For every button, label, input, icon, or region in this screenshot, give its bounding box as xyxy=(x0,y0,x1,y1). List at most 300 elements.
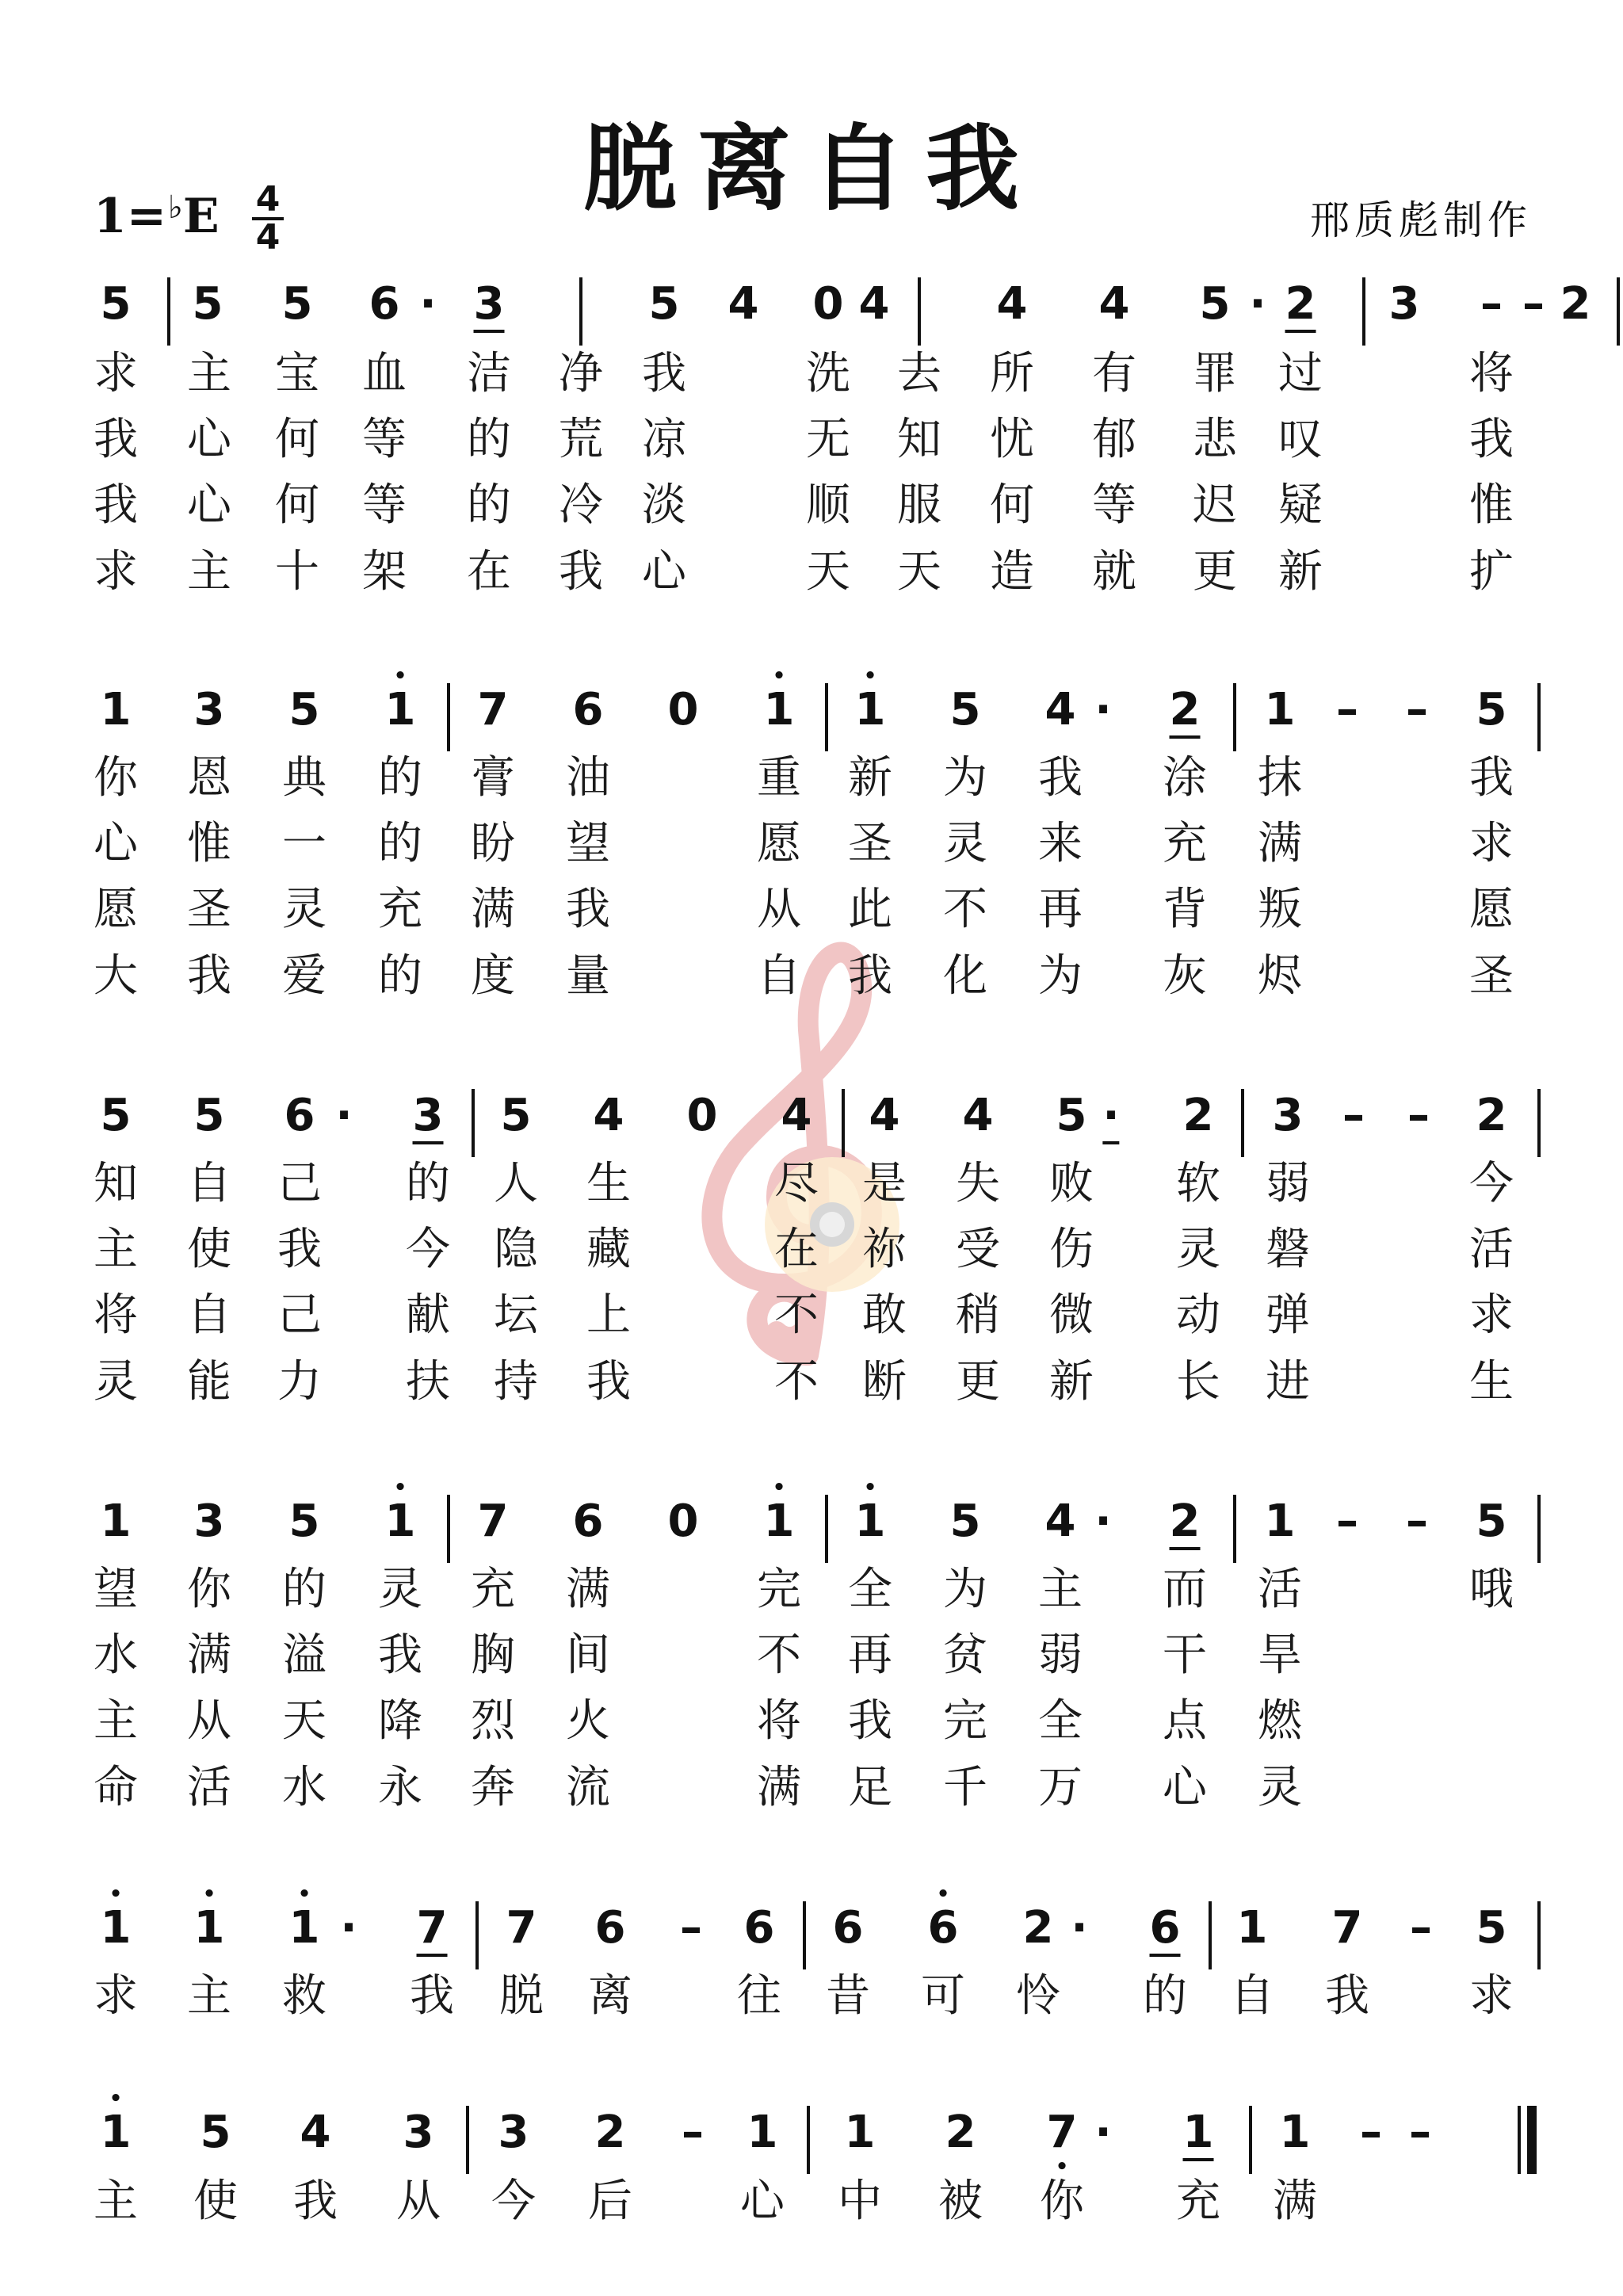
note: • 1 xyxy=(855,1498,886,1545)
lyric-char: 我 xyxy=(94,414,138,465)
note: 5 xyxy=(1056,1090,1087,1141)
extension-dash: – xyxy=(682,2107,704,2158)
lyric-char: 祢 xyxy=(862,1224,907,1275)
lyric-char: 我 xyxy=(187,950,231,1002)
lyric-char: 知 xyxy=(94,1158,138,1209)
note: 2 xyxy=(1182,1090,1214,1141)
lyric-char: 自 xyxy=(757,950,801,1002)
lyric-char: 求 xyxy=(94,1970,138,2022)
lyric-char: 为 xyxy=(1038,950,1083,1002)
lyric-char: 从 xyxy=(757,884,801,935)
lyric-char: 上 xyxy=(586,1289,631,1341)
lyric-char: 心 xyxy=(94,818,138,869)
note: 3 xyxy=(193,684,225,735)
time-signature xyxy=(252,179,284,258)
lyric-char: 己 xyxy=(277,1289,322,1341)
lyric-char: 灵 xyxy=(943,818,987,869)
lyric-char: 往 xyxy=(737,1970,781,2022)
lyric-char: 在 xyxy=(467,546,511,598)
note: 7 xyxy=(417,1904,448,1957)
lyric-char: 心 xyxy=(642,546,686,598)
note: 4 xyxy=(1044,1496,1076,1547)
lyric-char: 充 xyxy=(1163,818,1207,869)
lyric-char: 自 xyxy=(1230,1970,1274,2022)
note: • 1 xyxy=(385,1498,416,1545)
lyric-char: 灵 xyxy=(1176,1224,1220,1275)
lyric-char: 永 xyxy=(378,1762,422,1813)
lyric-char: 满 xyxy=(1273,2176,1317,2227)
rest: 0 xyxy=(812,278,844,330)
lyric-char: 主 xyxy=(94,1695,138,1747)
note: 6 xyxy=(284,1090,315,1141)
lyric-char: 血 xyxy=(362,348,407,399)
lyric-char: 愿 xyxy=(757,818,801,869)
lyric-char: 膏 xyxy=(471,752,515,804)
barline xyxy=(825,1495,828,1563)
lyric-char: 新 xyxy=(848,752,892,804)
lyric-char: 灰 xyxy=(1163,950,1207,1002)
lyric-char: 不 xyxy=(774,1289,819,1341)
lyric-char: 圣 xyxy=(187,884,231,935)
barline xyxy=(1537,683,1541,751)
lyric-char: 心 xyxy=(187,414,231,465)
lyric-char: 可 xyxy=(921,1970,965,2022)
flat-sign: ♭ xyxy=(168,189,183,226)
lyric-char: 心 xyxy=(187,479,231,531)
note: • 1 xyxy=(385,686,416,734)
lyric-char: 失 xyxy=(956,1158,1000,1209)
credit-label: 邢质彪制作 xyxy=(1310,197,1532,243)
augmentation-dot: · xyxy=(340,1902,357,1954)
lyric-char: 等 xyxy=(362,414,407,465)
lyric-char: 我 xyxy=(848,950,892,1002)
note: 3 xyxy=(193,1496,225,1547)
note: 5 xyxy=(949,1496,981,1547)
lyric-char: 从 xyxy=(187,1695,231,1747)
lyric-char: 再 xyxy=(848,1629,892,1681)
lyric-char: 我 xyxy=(410,1970,454,2022)
lyric-char: 尽 xyxy=(774,1158,819,1209)
barline xyxy=(842,1089,845,1157)
lyric-char: 使 xyxy=(193,2176,238,2227)
barline xyxy=(1537,1495,1541,1563)
final-barline-thin xyxy=(1518,2106,1521,2174)
barline xyxy=(918,277,921,346)
lyric-char: 叛 xyxy=(1258,884,1302,935)
lyric-char: 能 xyxy=(187,1356,231,1408)
note: 7 xyxy=(506,1902,537,1954)
note: 6 xyxy=(572,1496,604,1547)
lyric-char: 度 xyxy=(471,950,515,1002)
note: 4 xyxy=(996,278,1028,330)
lyric-char: 冷 xyxy=(559,479,603,531)
note: 2 xyxy=(1476,1090,1507,1141)
note: 5 xyxy=(100,278,132,330)
lyric-char: 重 xyxy=(757,752,801,804)
lyric-char: 我 xyxy=(378,1629,422,1681)
note: • 1 xyxy=(101,2109,132,2157)
note: 6 xyxy=(369,278,400,330)
lyric-char: 知 xyxy=(897,414,941,465)
note: 1 xyxy=(1183,2109,1214,2161)
lyric-char: 灵 xyxy=(282,884,327,935)
lyric-char: 而 xyxy=(1163,1564,1207,1615)
lyric-char: 磐 xyxy=(1266,1224,1310,1275)
lyric-char: 中 xyxy=(838,2176,882,2227)
key-letter: E xyxy=(182,189,220,244)
barline xyxy=(807,2106,810,2174)
note: 3 xyxy=(1388,278,1420,330)
barline xyxy=(1233,683,1236,751)
note: 1 xyxy=(844,2107,876,2158)
lyric-char: 我 xyxy=(1469,414,1514,465)
barline xyxy=(167,277,170,346)
lyric-char: 奔 xyxy=(471,1762,515,1813)
lyric-char: 无 xyxy=(806,414,850,465)
lyric-char: 叹 xyxy=(1278,414,1323,465)
lyric-char: 今 xyxy=(406,1224,450,1275)
lyric-char: 我 xyxy=(1325,1970,1369,2022)
lyric-char: 坛 xyxy=(494,1289,538,1341)
lyric-char: 罪 xyxy=(1193,348,1237,399)
augmentation-dot: · xyxy=(419,278,437,330)
lyric-char: 所 xyxy=(990,348,1034,399)
lyric-char: 的 xyxy=(378,950,422,1002)
note: 3 xyxy=(1272,1090,1304,1141)
lyric-char: 力 xyxy=(277,1356,322,1408)
note: 5 xyxy=(1199,278,1231,330)
extension-dash: – xyxy=(1406,684,1428,735)
lyric-char: 活 xyxy=(1469,1224,1514,1275)
note: 5 xyxy=(1476,1902,1507,1954)
lyric-char: 火 xyxy=(566,1695,610,1747)
augmentation-dot: · xyxy=(1071,1902,1088,1954)
note: 7 xyxy=(1331,1902,1363,1954)
note: 2 xyxy=(1285,281,1316,333)
lyric-char: 更 xyxy=(1193,546,1237,598)
note: 2 xyxy=(1170,686,1201,739)
lyric-char: 何 xyxy=(275,414,319,465)
lyric-char: 不 xyxy=(757,1629,801,1681)
lyric-char: 脱 xyxy=(499,1970,544,2022)
lyric-char: 在 xyxy=(774,1224,819,1275)
note: • 1 xyxy=(194,1904,225,1952)
lyric-char: 人 xyxy=(494,1158,538,1209)
lyric-char: 悲 xyxy=(1193,414,1237,465)
lyric-char: 为 xyxy=(943,1564,987,1615)
rest: 0 xyxy=(667,1496,699,1547)
lyric-char: 架 xyxy=(362,546,407,598)
lyric-char: 灵 xyxy=(94,1356,138,1408)
lyric-char: 间 xyxy=(566,1629,610,1681)
extension-dash: – xyxy=(1406,1496,1428,1547)
lyric-char: 郁 xyxy=(1092,414,1136,465)
song-title: 脱离自我 xyxy=(582,113,1040,223)
lyric-char: 的 xyxy=(282,1564,327,1615)
note: 6 xyxy=(832,1902,864,1954)
lyric-char: 涂 xyxy=(1163,752,1207,804)
note: 5 xyxy=(288,1496,320,1547)
note: 7 • xyxy=(1047,2109,1078,2157)
lyric-char: 弹 xyxy=(1266,1289,1310,1341)
lyric-char: 将 xyxy=(1469,348,1514,399)
lyric-char: 的 xyxy=(378,752,422,804)
lyric-char: 服 xyxy=(897,479,941,531)
lyric-char: 主 xyxy=(187,546,231,598)
lyric-char: 主 xyxy=(187,1970,231,2022)
barline xyxy=(825,683,828,751)
lyric-char: 满 xyxy=(757,1762,801,1813)
extension-dash: – xyxy=(1336,684,1358,735)
lyric-char: 胸 xyxy=(471,1629,515,1681)
lyric-char: 烬 xyxy=(1258,950,1302,1002)
lyric-char: 洁 xyxy=(467,348,511,399)
barline xyxy=(579,277,582,346)
lyric-char: 己 xyxy=(277,1158,322,1209)
note: 1 xyxy=(1264,684,1296,735)
lyric-char: 哦 xyxy=(1469,1564,1514,1615)
lyric-char: 抹 xyxy=(1258,752,1302,804)
note: • 1 xyxy=(289,1904,320,1952)
lyric-char: 圣 xyxy=(1469,950,1514,1002)
lyric-char: 愿 xyxy=(94,884,138,935)
note: • 6 xyxy=(928,1904,959,1952)
note: 1 xyxy=(100,1496,132,1547)
note: 5 xyxy=(500,1090,532,1141)
note: 4 xyxy=(858,278,890,330)
extension-dash: – xyxy=(1407,1090,1430,1141)
note: 2 xyxy=(1560,278,1591,330)
key-signature xyxy=(94,189,220,244)
lyric-char: 的 xyxy=(378,818,422,869)
lyric-char: 命 xyxy=(94,1762,138,1813)
lyric-char: 我 xyxy=(586,1356,631,1408)
barline xyxy=(1617,277,1620,346)
lyric-char: 扩 xyxy=(1469,546,1514,598)
lyric-char: 量 xyxy=(566,950,610,1002)
note: 1 xyxy=(747,2107,778,2158)
lyric-char: 万 xyxy=(1038,1762,1083,1813)
time-signature-bottom: 4 xyxy=(252,217,284,255)
lyric-char: 是 xyxy=(862,1158,907,1209)
lyric-char: 水 xyxy=(282,1762,327,1813)
lyric-char: 的 xyxy=(467,479,511,531)
extension-dash: – xyxy=(1522,278,1545,330)
lyric-char: 降 xyxy=(378,1695,422,1747)
lyric-char: 求 xyxy=(94,546,138,598)
time-signature-top: 4 xyxy=(255,179,281,220)
lyric-char: 惟 xyxy=(187,818,231,869)
lyric-char: 我 xyxy=(1469,752,1514,804)
lyric-char: 千 xyxy=(943,1762,987,1813)
lyric-char: 背 xyxy=(1163,884,1207,935)
note: 4 xyxy=(869,1090,900,1141)
note: 7 xyxy=(477,684,509,735)
note: 4 xyxy=(962,1090,994,1141)
lyric-char: 求 xyxy=(94,348,138,399)
lyric-char: 何 xyxy=(990,479,1034,531)
lyric-char: 的 xyxy=(467,414,511,465)
lyric-char: 完 xyxy=(757,1564,801,1615)
lyric-char: 去 xyxy=(897,348,941,399)
lyric-char: 怜 xyxy=(1016,1970,1060,2022)
lyric-char: 就 xyxy=(1092,546,1136,598)
lyric-char: 你 xyxy=(1040,2176,1084,2227)
augmentation-dot: · xyxy=(1094,2107,1112,2158)
lyric-char: 疑 xyxy=(1278,479,1323,531)
lyric-char: 敢 xyxy=(862,1289,907,1341)
note: 5 xyxy=(281,278,313,330)
note: 5 xyxy=(193,1090,225,1141)
lyric-char: 愿 xyxy=(1469,884,1514,935)
lyric-char: 灵 xyxy=(1258,1762,1302,1813)
lyric-char: 充 xyxy=(378,884,422,935)
barline xyxy=(472,1089,475,1157)
extension-dash: – xyxy=(1480,278,1503,330)
lyric-char: 油 xyxy=(566,752,610,804)
extension-dash: – xyxy=(680,1902,702,1954)
rest: 0 xyxy=(667,684,699,735)
barline xyxy=(1209,1901,1212,1969)
note: 5 xyxy=(949,684,981,735)
lyric-char: 荒 xyxy=(559,414,603,465)
lyric-char: 我 xyxy=(293,2176,338,2227)
lyric-char: 不 xyxy=(774,1356,819,1408)
lyric-char: 迟 xyxy=(1193,479,1237,531)
lyric-char: 软 xyxy=(1176,1158,1220,1209)
lyric-char: 你 xyxy=(187,1564,231,1615)
lyric-char: 心 xyxy=(1163,1762,1207,1813)
lyric-char: 满 xyxy=(471,884,515,935)
lyric-char: 天 xyxy=(897,546,941,598)
lyric-char: 恩 xyxy=(187,752,231,804)
barline xyxy=(1537,1089,1541,1157)
lyric-char: 等 xyxy=(362,479,407,531)
note: • 1 xyxy=(101,1904,132,1952)
rest: 0 xyxy=(686,1090,718,1141)
lyric-char: 藏 xyxy=(586,1224,631,1275)
lyric-char: 活 xyxy=(187,1762,231,1813)
note: • 1 xyxy=(764,686,795,734)
lyric-char: 后 xyxy=(588,2176,632,2227)
lyric-char: 十 xyxy=(275,546,319,598)
lyric-char: 点 xyxy=(1163,1695,1207,1747)
note: 4 xyxy=(300,2107,331,2158)
lyric-char: 求 xyxy=(1469,818,1514,869)
lyric-char: 宝 xyxy=(275,348,319,399)
lyric-char: 扶 xyxy=(406,1356,450,1408)
barline xyxy=(1233,1495,1236,1563)
lyric-char: 圣 xyxy=(848,818,892,869)
note: • 1 xyxy=(855,686,886,734)
lyric-char: 干 xyxy=(1163,1629,1207,1681)
lyric-char: 燃 xyxy=(1258,1695,1302,1747)
lyric-char: 今 xyxy=(1469,1158,1514,1209)
lyric-char: 洗 xyxy=(806,348,850,399)
barline xyxy=(475,1901,479,1969)
lyric-char: 充 xyxy=(471,1564,515,1615)
lyric-char: 新 xyxy=(1278,546,1323,598)
lyric-char: 隐 xyxy=(494,1224,538,1275)
extension-dash: – xyxy=(1409,2107,1431,2158)
note: 4 xyxy=(593,1090,624,1141)
lyric-char: 我 xyxy=(559,546,603,598)
barline xyxy=(466,2106,469,2174)
lyric-char: 受 xyxy=(956,1224,1000,1275)
lyric-char: 从 xyxy=(396,2176,441,2227)
lyric-char: 有 xyxy=(1092,348,1136,399)
note: 4 xyxy=(727,278,759,330)
barline xyxy=(1241,1089,1244,1157)
lyric-char: 贫 xyxy=(943,1629,987,1681)
lyric-char: 心 xyxy=(740,2176,785,2227)
lyric-char: 大 xyxy=(94,950,138,1002)
lyric-char: 溢 xyxy=(282,1629,327,1681)
lyric-char: 何 xyxy=(275,479,319,531)
barline xyxy=(447,683,450,751)
note: 6 xyxy=(594,1902,626,1954)
note: 3 xyxy=(474,281,505,333)
lyric-char: 我 xyxy=(1038,752,1083,804)
lyric-char: 更 xyxy=(956,1356,1000,1408)
lyric-char: 此 xyxy=(848,884,892,935)
lyric-char: 来 xyxy=(1038,818,1083,869)
lyric-char: 主 xyxy=(1038,1564,1083,1615)
augmentation-dot: · xyxy=(1249,278,1266,330)
note: 2 xyxy=(1170,1498,1201,1550)
note: 3 xyxy=(498,2107,529,2158)
note: 3 xyxy=(403,2107,434,2158)
lyric-char: 旱 xyxy=(1258,1629,1302,1681)
lyric-char: 自 xyxy=(187,1289,231,1341)
lyric-char: 顺 xyxy=(806,479,850,531)
lyric-char: 望 xyxy=(566,818,610,869)
lyric-char: 我 xyxy=(277,1224,322,1275)
lyric-char: 我 xyxy=(566,884,610,935)
barline xyxy=(1249,2106,1252,2174)
lyric-char: 昔 xyxy=(826,1970,870,2022)
lyric-char: 你 xyxy=(94,752,138,804)
note: 1 xyxy=(1264,1496,1296,1547)
note: 3 xyxy=(413,1092,444,1144)
lyric-char: 持 xyxy=(494,1356,538,1408)
lyric-char: 盼 xyxy=(471,818,515,869)
lyric-char: 今 xyxy=(491,2176,536,2227)
note: 5 xyxy=(192,278,223,330)
lyric-char: 化 xyxy=(943,950,987,1002)
lyric-char: 造 xyxy=(990,546,1034,598)
augmentation-dot: · xyxy=(1094,1496,1112,1547)
extension-dash: – xyxy=(1410,1902,1432,1954)
lyric-char: 弱 xyxy=(1038,1629,1083,1681)
extension-dash: – xyxy=(1336,1496,1358,1547)
note: 1 xyxy=(100,684,132,735)
lyric-char: 流 xyxy=(566,1762,610,1813)
augmentation-dot: · xyxy=(1094,684,1112,735)
lyric-char: 全 xyxy=(848,1564,892,1615)
note: 2 xyxy=(945,2107,976,2158)
note: 6 xyxy=(743,1902,775,1954)
lyric-char: 稍 xyxy=(956,1289,1000,1341)
lyric-char: 淡 xyxy=(642,479,686,531)
lyric-char: 不 xyxy=(943,884,987,935)
lyric-char: 离 xyxy=(588,1970,632,2022)
lyric-char: 一 xyxy=(282,818,327,869)
extension-dash: – xyxy=(1360,2107,1382,2158)
lyric-char: 被 xyxy=(938,2176,983,2227)
lyric-char: 足 xyxy=(848,1762,892,1813)
lyric-char: 使 xyxy=(187,1224,231,1275)
